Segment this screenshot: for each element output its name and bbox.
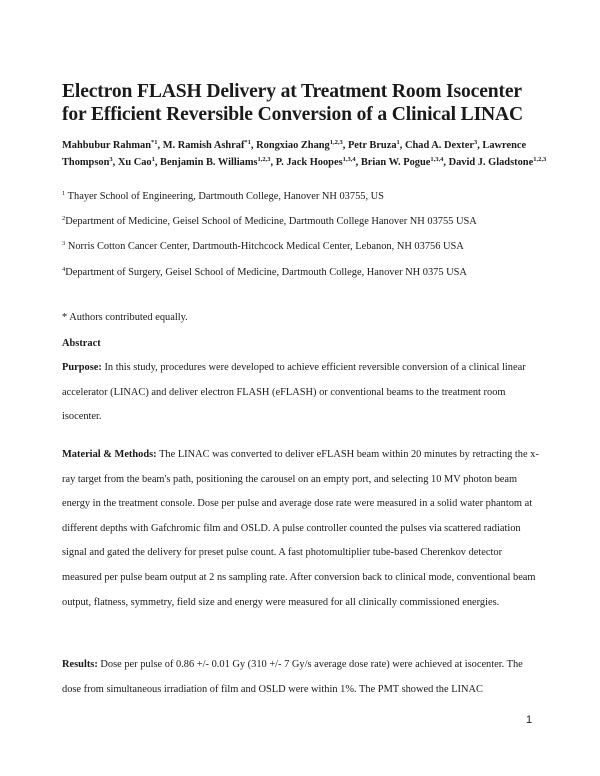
section-label: Material & Methods: [62, 449, 157, 460]
author-name: Brian W. Pogue [360, 157, 431, 168]
author-name: P. Jack Hoopes [275, 157, 343, 168]
author-separator: , [157, 140, 163, 151]
affiliation-2 [62, 212, 477, 228]
abstract-methods [62, 443, 544, 615]
abstract-results [62, 653, 544, 702]
author-name: Rongxiao Zhang [256, 140, 330, 151]
section-text: In this study, procedures were developed to achieve efficient reversible conversion of a clinical linear accelerator (LINAC) and deliver electron FLASH (eFLASH) or conventional beams to the treatment room isocenter. [62, 362, 526, 423]
author-name: Lawrence Thompson [62, 140, 527, 168]
section-text: The LINAC was converted to deliver eFLASH beam within 20 minutes by retracting the x-ray target from the beam's path, positioning the carousel on an empty port, and selecting 10 MV photon beam energy in the treatment console. Dose per pulse and average dose rate were measured in a solid water phantom at different depths with Gafchromic film and OSLD. A pulse controller counted the pulses via scattered radiation signal and gated the delivery for preset pulse count. A fast photomultiplier tube-based Cherenkov detector measured per pulse beam output at 2 ns sampling rate. After conversion back to clinical mode, conventional beam output, flatness, symmetry, field size and energy were measured for all clinically commissioned energies. [62, 449, 539, 608]
equal-contribution-note: * Authors contributed equally. [62, 312, 188, 323]
author-separator: , [477, 140, 483, 151]
affiliation-marker: 3 [62, 240, 66, 247]
section-label: Purpose: [62, 362, 102, 373]
author-name: M. Ramish Ashraf [162, 140, 245, 151]
affiliation-text: Department of Medicine, Geisel School of Medicine, Dartmouth College Hanover NH 03755 USA [65, 216, 477, 227]
affiliation-marker: 4 [62, 266, 66, 273]
author-affiliation-marker: 1,2,3 [257, 156, 271, 163]
author-separator: , [355, 157, 361, 168]
author-list [62, 136, 552, 170]
author-name: David J. Gladstone [448, 157, 534, 168]
author-separator: , [443, 157, 449, 168]
author-name: Chad A. Dexter [404, 140, 474, 151]
author-name: Benjamin B. Williams [160, 157, 258, 168]
paper-title: Electron FLASH Delivery at Treatment Room Isocenter for Efficient Reversible Conversion of a Clinical LINAC [62, 81, 524, 125]
author-affiliation-marker: *1 [244, 139, 251, 146]
author-name: Mahbubur Rahman [62, 140, 152, 151]
author-affiliation-marker: 1 [151, 156, 155, 163]
affiliation-marker: 2 [62, 215, 66, 222]
section-label: Results: [62, 659, 98, 670]
author-affiliation-marker: 1,3,4 [342, 156, 356, 163]
author-separator: , [399, 140, 405, 151]
affiliation-1 [62, 187, 384, 203]
author-name: Xu Cao [117, 157, 152, 168]
author-affiliation-marker: 3 [109, 156, 113, 163]
abstract-purpose [62, 356, 544, 430]
affiliation-3 [62, 237, 464, 253]
page-number: 1 [526, 714, 533, 726]
affiliation-4 [62, 263, 467, 279]
author-affiliation-marker: 1,2,3 [533, 156, 547, 163]
author-separator: , [270, 157, 276, 168]
affiliation-text: Thayer School of Engineering, Dartmouth College, Hanover NH 03755, US [67, 191, 384, 202]
author-affiliation-marker: 1,2,3 [329, 139, 343, 146]
author-separator: , [342, 140, 348, 151]
abstract-heading: Abstract [62, 338, 101, 349]
affiliation-marker: 1 [62, 190, 66, 197]
author-affiliation-marker: 1,3,4 [430, 156, 444, 163]
author-separator: , [112, 157, 118, 168]
author-separator: , [154, 157, 161, 168]
author-affiliation-marker: 3 [473, 139, 478, 146]
author-affiliation-marker: *1 [151, 139, 158, 146]
affiliation-text: Norris Cotton Cancer Center, Dartmouth-Hitchcock Medical Center, Lebanon, NH 03756 USA [67, 241, 464, 252]
author-affiliation-marker: 1 [396, 139, 400, 146]
author-name: Petr Bruza [347, 140, 397, 151]
affiliation-text: Department of Surgery, Geisel School of Medicine, Dartmouth College, Hanover NH 0375 USA [65, 267, 467, 278]
section-text: Dose per pulse of 0.86 +/- 0.01 Gy (310 +/- 7 Gy/s average dose rate) were achieved at isocenter. The dose from simultaneous irradiation of film and OSLD were within 1%. The PMT showed the LINAC [62, 659, 523, 695]
author-separator: , [250, 140, 257, 151]
